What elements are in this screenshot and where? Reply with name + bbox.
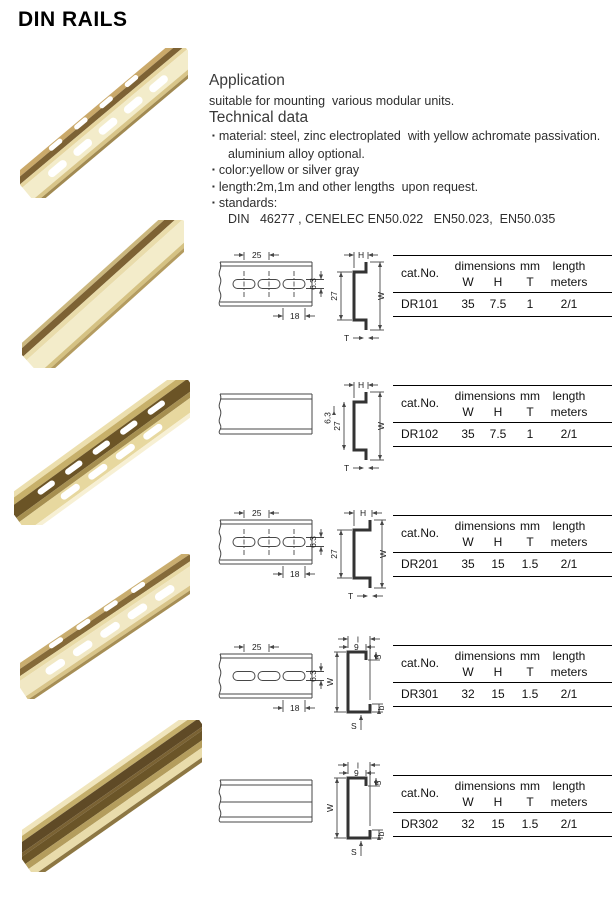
- col-meters: meters: [550, 405, 588, 419]
- bullet-material-text: material: steel, zinc electroplated with yellow achromate passivation.: [218, 129, 601, 143]
- dimension-diagram-dr201: [212, 504, 392, 632]
- col-mm: mm: [520, 649, 540, 663]
- w-value: 35: [461, 427, 475, 441]
- col-length: length: [552, 519, 586, 533]
- col-dimensions: dimensions: [454, 649, 516, 663]
- dim-label-pitch: 25: [252, 642, 262, 652]
- spec-table-header: [393, 385, 612, 423]
- col-cat-no: cat.No.: [401, 396, 440, 410]
- length-value: 2/1: [560, 427, 578, 441]
- col-length: length: [552, 259, 586, 273]
- t-value: 1.5: [521, 687, 539, 701]
- dim-label-w: W: [325, 803, 335, 813]
- col-meters: meters: [550, 535, 588, 549]
- bullet-material: [212, 129, 600, 143]
- spec-row: [393, 813, 612, 837]
- spec-row: [393, 423, 612, 447]
- dim-label-lip: 5: [373, 654, 383, 660]
- col-t: T: [526, 535, 534, 549]
- spec-row: [393, 553, 612, 577]
- col-h: H: [493, 665, 503, 679]
- rail-body: [22, 720, 202, 872]
- spec-table-header: [393, 775, 612, 813]
- rail-body: [22, 220, 184, 368]
- col-t: T: [526, 275, 534, 289]
- col-cat-no: cat.No.: [401, 656, 440, 670]
- bullet-length-text: length:2m,1m and other lengths upon request.: [218, 180, 479, 194]
- rail-photo-dr101: [20, 48, 188, 198]
- dimension-diagram-dr102: [212, 376, 392, 504]
- col-t: T: [526, 665, 534, 679]
- top-view: [219, 780, 312, 822]
- col-dimensions: dimensions: [454, 519, 516, 533]
- rail-photo-dr201: [14, 380, 190, 525]
- cross-section: [325, 635, 386, 732]
- spec-table-header: [393, 515, 612, 553]
- dim-label-pitch: 25: [252, 508, 262, 518]
- col-w: W: [462, 665, 474, 679]
- col-h: H: [493, 275, 503, 289]
- col-mm: mm: [520, 779, 540, 793]
- t-value: 1: [526, 427, 534, 441]
- dim-label-top-width: 9: [354, 768, 359, 778]
- dim-label-slot-width: 6.3: [308, 278, 318, 290]
- top-view-dimensions: [234, 250, 324, 321]
- col-meters: meters: [550, 665, 588, 679]
- h-value: 15: [491, 817, 505, 831]
- col-h: H: [493, 535, 503, 549]
- dim-label-slot-length: 18: [290, 311, 300, 321]
- bullet-standards-sub: DIN 46277 , CENELEC EN50.022 EN50.023, EN50.035: [228, 212, 556, 226]
- col-length: length: [552, 389, 586, 403]
- t-value: 1: [526, 297, 534, 311]
- length-value: 2/1: [560, 817, 578, 831]
- col-dimensions: dimensions: [454, 259, 516, 273]
- col-meters: meters: [550, 795, 588, 809]
- top-view-dimensions: [234, 508, 324, 579]
- rail-photo-dr301: [20, 554, 190, 699]
- dim-label-w: W: [378, 549, 388, 559]
- h-value: 15: [491, 557, 505, 571]
- rail-body: [20, 554, 190, 699]
- w-value: 35: [461, 557, 475, 571]
- col-t: T: [526, 405, 534, 419]
- bullet-glyph: ▪: [212, 198, 215, 207]
- col-mm: mm: [520, 519, 540, 533]
- col-mm: mm: [520, 259, 540, 273]
- dim-label-inner-height: 27: [332, 421, 342, 431]
- dim-label-t: T: [344, 333, 350, 343]
- cat-no-value: DR101: [401, 297, 439, 311]
- col-h: H: [493, 795, 503, 809]
- application-heading: Application: [209, 72, 285, 89]
- spec-row: [393, 683, 612, 707]
- col-cat-no: cat.No.: [401, 526, 440, 540]
- bullet-color: [212, 163, 359, 177]
- col-w: W: [462, 405, 474, 419]
- dim-label-h: H: [358, 380, 365, 390]
- h-value: 15: [491, 687, 505, 701]
- bullet-standards: [212, 196, 277, 210]
- cross-section: [323, 380, 387, 473]
- rail-body: [14, 380, 190, 525]
- length-value: 2/1: [560, 557, 578, 571]
- bullet-standards-text: standards:: [218, 196, 278, 210]
- dim-label-flange: b: [376, 705, 386, 711]
- dimension-diagram-dr101: [212, 246, 392, 374]
- col-length: length: [552, 649, 586, 663]
- dim-label-top-width: 9: [354, 642, 359, 652]
- bullet-color-text: color:yellow or silver gray: [218, 163, 360, 177]
- col-w: W: [462, 275, 474, 289]
- w-value: 32: [461, 687, 475, 701]
- col-w: W: [462, 535, 474, 549]
- col-meters: meters: [550, 275, 588, 289]
- cross-section: [325, 761, 386, 858]
- dimension-diagram-dr302: [212, 756, 392, 886]
- bullet-glyph: ▪: [212, 131, 215, 140]
- col-w: W: [462, 795, 474, 809]
- spec-table-dr201: [393, 515, 612, 577]
- dim-label-inner-height: 27: [329, 549, 339, 559]
- col-t: T: [526, 795, 534, 809]
- spec-table-header: [393, 645, 612, 683]
- spec-table-dr301: [393, 645, 612, 707]
- top-view: [219, 520, 312, 564]
- spec-table-dr302: [393, 775, 612, 837]
- dim-label-overall: l: [357, 634, 359, 645]
- col-cat-no: cat.No.: [401, 266, 440, 280]
- dim-label-s: S: [351, 847, 357, 857]
- cross-section: [329, 250, 386, 343]
- t-value: 1.5: [521, 817, 539, 831]
- dim-label-flange: b: [376, 831, 386, 837]
- technical-data-heading: Technical data: [209, 109, 309, 126]
- cat-no-value: DR102: [401, 427, 439, 441]
- top-view: [219, 262, 312, 306]
- cat-no-value: DR301: [401, 687, 439, 701]
- col-dimensions: dimensions: [454, 779, 516, 793]
- cat-no-value: DR201: [401, 557, 439, 571]
- col-mm: mm: [520, 389, 540, 403]
- dim-label-inner-height: 27: [329, 291, 339, 301]
- application-description: suitable for mounting various modular units.: [209, 94, 455, 108]
- dim-label-h: H: [358, 250, 365, 260]
- length-value: 2/1: [560, 297, 578, 311]
- h-value: 7.5: [489, 297, 507, 311]
- col-length: length: [552, 779, 586, 793]
- dim-label-slot-length: 18: [290, 569, 300, 579]
- dim-label-slot-length: 18: [290, 703, 300, 713]
- rail-photo-dr102: [22, 220, 184, 368]
- length-value: 2/1: [560, 687, 578, 701]
- dim-label-overall: l: [357, 760, 359, 771]
- dim-label-t: T: [344, 463, 350, 473]
- bullet-material-sub: aluminium alloy optional.: [228, 147, 365, 161]
- col-cat-no: cat.No.: [401, 786, 440, 800]
- spec-table-dr101: [393, 255, 612, 317]
- dim-label-lip: 5: [373, 780, 383, 786]
- bullet-glyph: ▪: [212, 182, 215, 191]
- dim-label-s: S: [351, 721, 357, 731]
- col-h: H: [493, 405, 503, 419]
- col-dimensions: dimensions: [454, 389, 516, 403]
- h-value: 7.5: [489, 427, 507, 441]
- dim-label-w: W: [376, 291, 386, 301]
- spec-table-dr102: [393, 385, 612, 447]
- page-title: DIN RAILS: [18, 8, 128, 31]
- w-value: 35: [461, 297, 475, 311]
- top-view: [219, 642, 324, 713]
- dim-label-w: W: [376, 421, 386, 431]
- dimension-diagram-dr301: [212, 630, 392, 760]
- dim-label-h: H: [360, 508, 367, 518]
- t-value: 1.5: [521, 557, 539, 571]
- rail-body: [20, 48, 188, 198]
- spec-table-header: [393, 255, 612, 293]
- w-value: 32: [461, 817, 475, 831]
- cross-section: [329, 508, 388, 601]
- bullet-length: [212, 180, 478, 194]
- dim-label-slot-width: 6.3: [322, 412, 333, 424]
- bullet-glyph: ▪: [212, 165, 215, 174]
- dim-label-w: W: [325, 677, 335, 687]
- spec-row: [393, 293, 612, 317]
- dim-label-pitch: 25: [252, 250, 262, 260]
- rail-photo-dr302: [22, 720, 202, 872]
- dim-label-slot-width: 6.3: [308, 536, 318, 548]
- dim-label-slot-width: 6.3: [308, 670, 318, 682]
- dim-label-t: T: [348, 591, 354, 601]
- top-view: [219, 394, 312, 434]
- cat-no-value: DR302: [401, 817, 439, 831]
